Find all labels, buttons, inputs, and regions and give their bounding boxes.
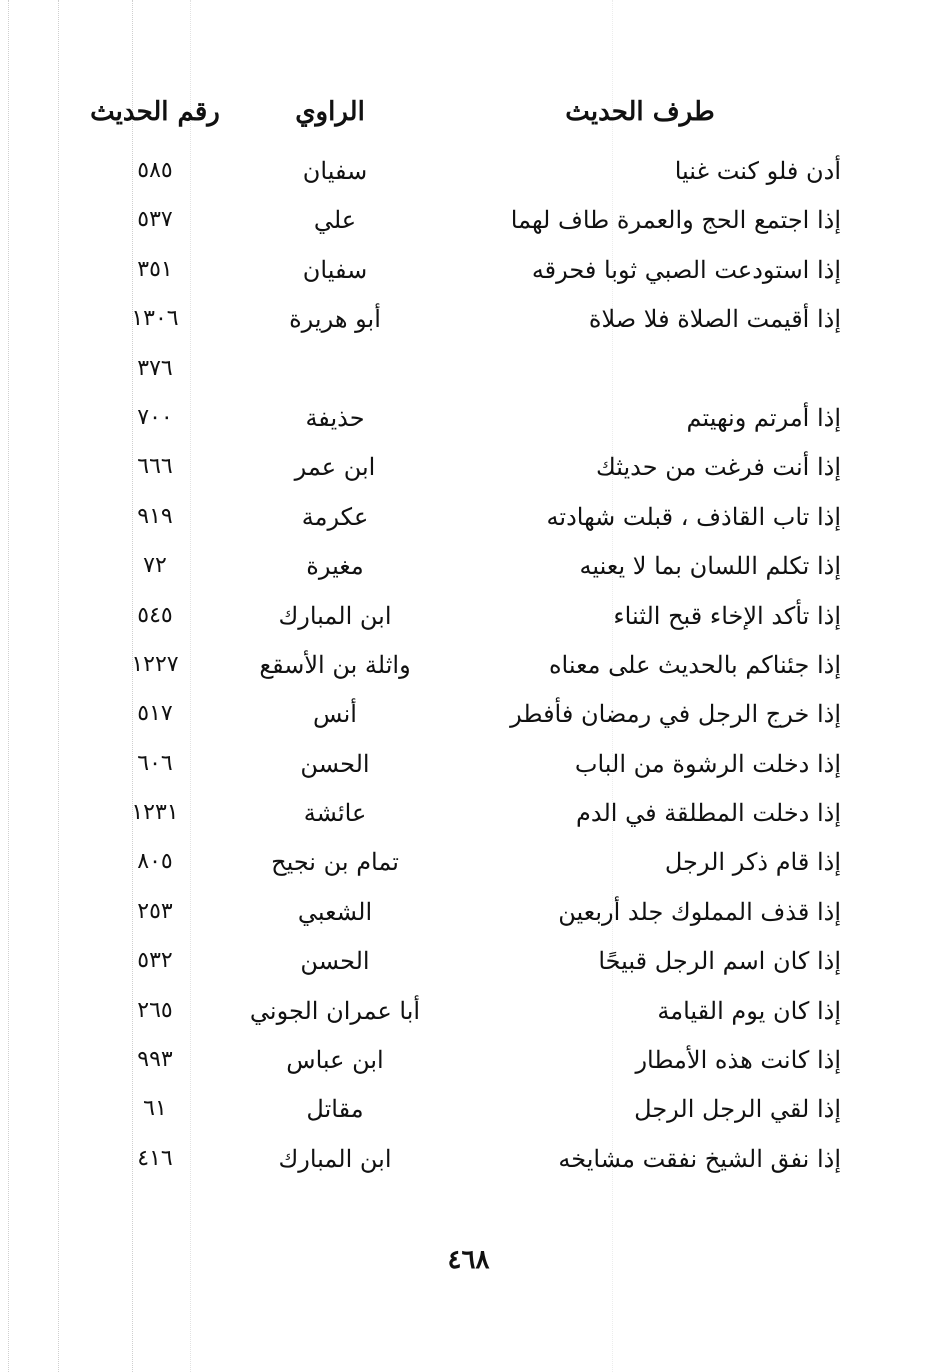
header-narrator: الراوي [295,97,365,127]
narrator-name: عائشة [303,799,367,828]
hadith-number: ٢٥٣ [137,898,173,924]
hadith-text: إذا قذف المملوك جلد أربعين [558,897,841,926]
table-row [0,595,937,644]
hadith-number: ٦٠٦ [137,750,173,776]
narrator-name: ابن عباس [286,1046,384,1075]
hadith-text: إذا أنت فرغت من حديثك [596,453,841,482]
table-row [0,150,937,199]
table-row [0,644,937,693]
hadith-text: إذا تكلم اللسان بما لا يعنيه [579,552,841,581]
narrator-name: ابن المبارك [278,1144,392,1173]
hadith-number: ٥٣٢ [137,948,173,974]
hadith-number: ١٣٠٦ [131,306,179,332]
hadith-text: إذا تأكد الإخاء قبح الثناء [613,601,841,630]
hadith-text: إذا استودعت الصبي ثوبا فحرقه [531,255,841,284]
hadith-number: ٢٦٥ [137,997,173,1023]
table-row [0,397,937,446]
narrator-name: أنس [313,700,357,729]
table-row [0,891,937,940]
hadith-text: إذا أمرتم ونهيتم [686,403,841,432]
hadith-number: ٣٥١ [137,256,173,282]
table-row [0,743,937,792]
hadith-text: إذا دخلت الرشوة من الباب [574,749,841,778]
hadith-text: إذا تاب القاذف ، قبلت شهادته [546,502,841,531]
hadith-text: إذا لقي الرجل الرجل [634,1095,841,1124]
hadith-text: إذا كانت هذه الأمطار [635,1046,841,1075]
hadith-number: ١٢٢٧ [131,651,179,677]
hadith-text: إذا قام ذكر الرجل [664,848,841,877]
narrator-name: حذيفة [305,403,365,432]
narrator-name: مغيرة [306,552,364,581]
hadith-text: أدن فلو كنت غنيا [674,157,841,185]
hadith-text: إذا خرج الرجل في رمضان فأفطر [510,700,841,729]
hadith-number: ٥٣٧ [137,207,173,233]
hadith-number: ٥١٧ [137,701,173,727]
narrator-name: سفيان [302,255,368,284]
table-row [0,841,937,890]
hadith-text: إذا جئناكم بالحديث على معناه [548,650,841,679]
hadith-text: إذا كان يوم القيامة [657,996,841,1025]
table-row [0,990,937,1039]
table-row [0,298,937,347]
narrator-name: أبو هريرة [289,305,381,334]
narrator-name: واثلة بن الأسقع [259,650,411,679]
page-number: ٤٦٨ [447,1245,490,1275]
narrator-name: الشعبي [297,897,373,926]
header-number: رقم الحديث [90,97,220,127]
hadith-number: ٧٢ [143,553,167,579]
hadith-number: ٩٩٣ [137,1047,173,1073]
hadith-text: إذا اجتمع الحج والعمرة طاف لهما [510,206,841,235]
table-row [0,446,937,495]
hadith-text: إذا نفق الشيخ نفقت مشايخه [558,1144,841,1173]
hadith-number: ٨٠٥ [137,849,173,875]
hadith-text: إذا دخلت المطلقة في الدم [576,799,841,828]
hadith-number: ٥٤٥ [137,602,173,628]
table-row [0,249,937,298]
narrator-name: تمام بن نجيح [271,848,399,877]
hadith-text: إذا كان اسم الرجل قبيحًا [598,947,841,976]
header-hadith: طرف الحديث [565,97,715,127]
hadith-text: إذا أقيمت الصلاة فلا صلاة [588,305,841,334]
narrator-name: ابن المبارك [278,601,392,630]
narrator-name: الحسن [300,947,370,976]
table-row [0,1088,937,1137]
table-row [0,792,937,841]
hadith-number: ٦٦٦ [137,454,173,480]
hadith-number: ٧٠٠ [137,404,173,430]
hadith-number: ٦١ [143,1096,167,1122]
narrator-name: مقاتل [306,1095,364,1124]
table-row [0,545,937,594]
hadith-number: ٣٧٦ [137,355,173,381]
table-row [0,496,937,545]
table-row [0,1039,937,1088]
table-row [0,1138,937,1187]
hadith-number: ٥٨٥ [137,158,173,183]
hadith-number: ١٢٣١ [131,800,179,826]
narrator-name: علي [313,206,357,235]
table-row [0,940,937,989]
table-row [0,693,937,742]
hadith-number: ٤١٦ [137,1145,173,1171]
narrator-name: عكرمة [301,502,369,531]
table-row [0,348,937,397]
table-header [0,92,937,132]
hadith-number: ٩١٩ [137,503,173,529]
table-row [0,199,937,248]
narrator-name: ابن عمر [294,453,376,482]
table-body [0,150,937,1187]
narrator-name: الحسن [300,749,370,778]
narrator-name: سفيان [302,157,368,185]
narrator-name: أبا عمران الجوني [249,996,421,1025]
